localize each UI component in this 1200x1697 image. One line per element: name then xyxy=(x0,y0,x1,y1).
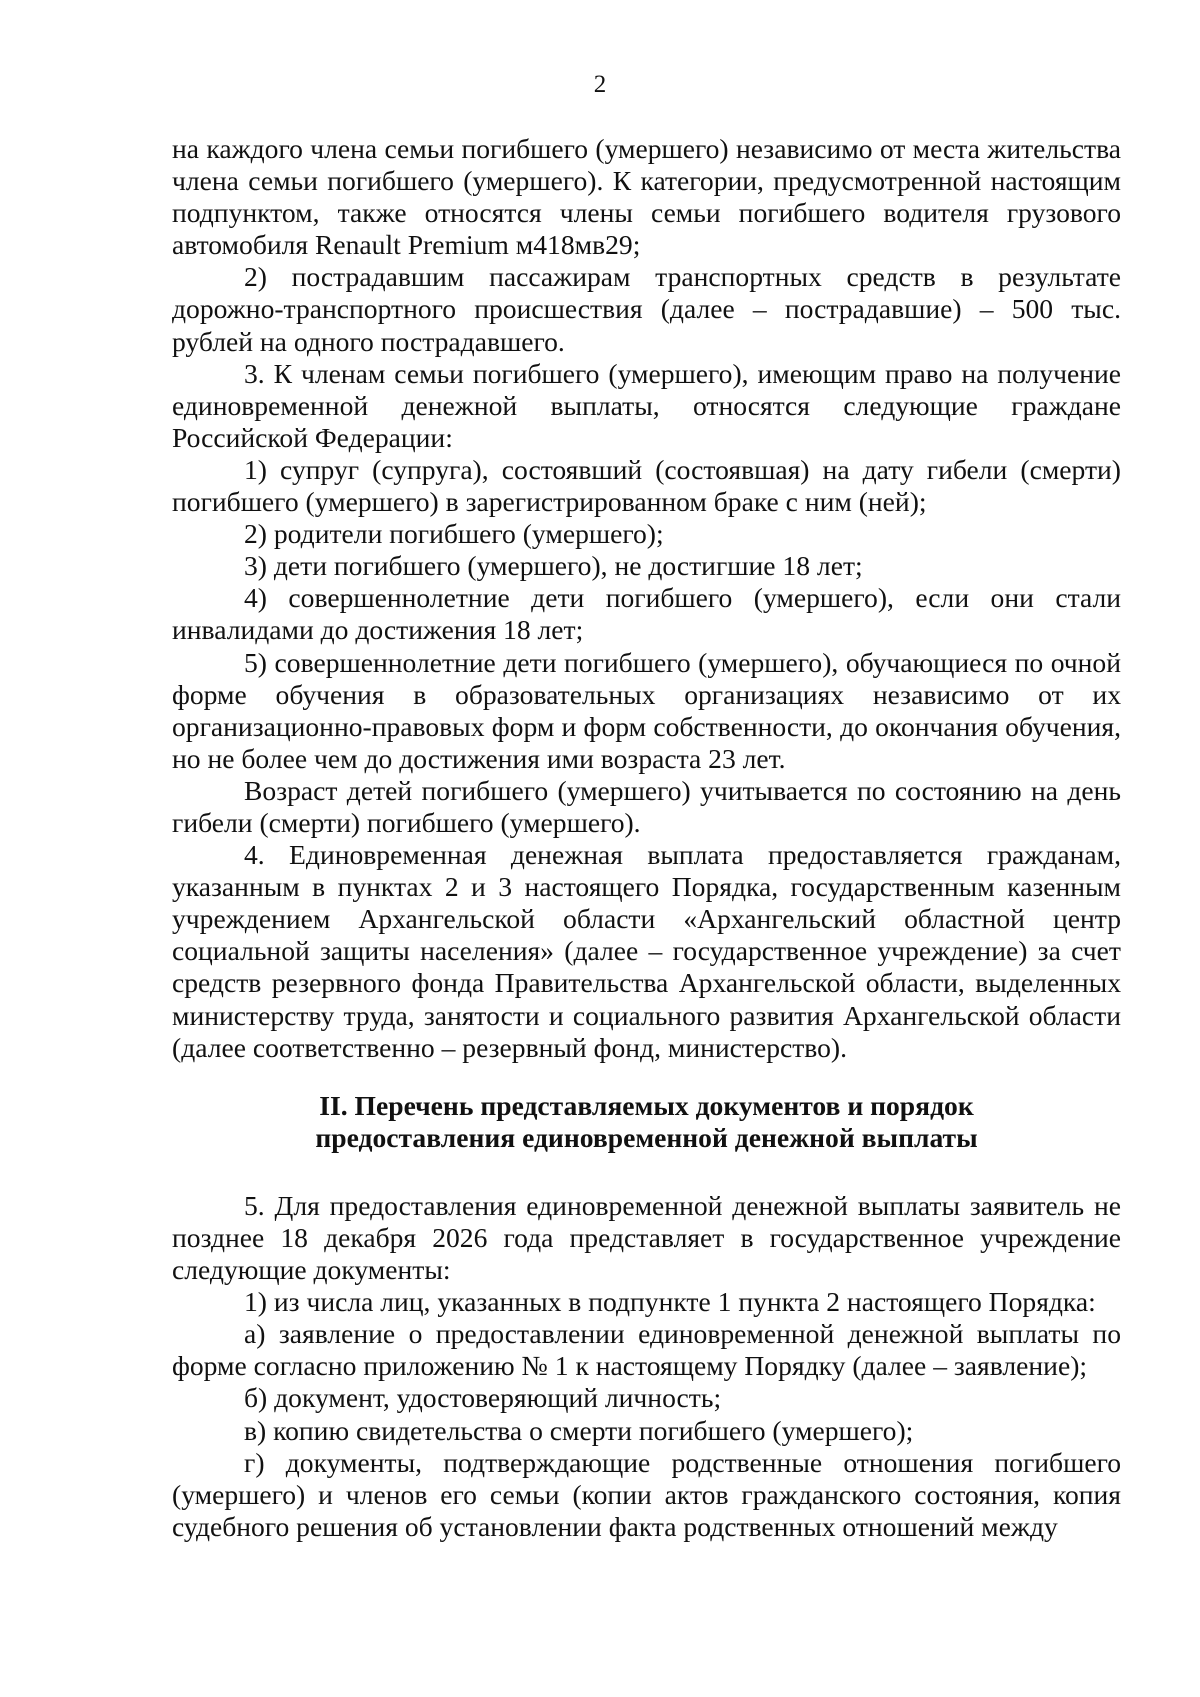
section-heading-line-1: II. Перечень представляемых документов и порядок xyxy=(319,1089,974,1121)
paragraph-subpoint-1: 1) из числа лиц, указанных в подпункте 1 пункта 2 настоящего Порядка: xyxy=(244,1286,1096,1318)
paragraph-item-b: б) документ, удостоверяющий личность; xyxy=(244,1382,722,1414)
paragraph-point-5: 5. Для предоставления единовременной денежной выплаты заявитель не позднее 18 декабря 2026 года представляет в государственное учреждение следующие документы: xyxy=(172,1189,1121,1286)
paragraph-item-v: в) копию свидетельства о смерти погибшего (умершего); xyxy=(244,1414,914,1446)
paragraph-item-a: а) заявление о предоставлении единовременной денежной выплаты по форме согласно приложению № 1 к настоящему Порядку (далее – заявление); xyxy=(172,1318,1121,1382)
paragraph-point-4: 4. Единовременная денежная выплата предоставляется гражданам, указанным в пунктах 2 и 3 настоящего Порядка, государственным казенным учреждением Архангельской области «Архангельский областной центр социальной защиты населения» (далее – государственное учреждение) за счет средств резервного фонда Правительства Архангельской области, выделенных министерству труда, занятости и социального развития Архангельской области (далее соответственно – резервный фонд, министерство). xyxy=(172,839,1121,1063)
spacer xyxy=(172,1064,1121,1090)
paragraph-children: 3) дети погибшего (умершего), не достигшие 18 лет; xyxy=(244,550,863,582)
paragraph-student-children: 5) совершеннолетние дети погибшего (умершего), обучающиеся по очной форме обучения в образовательных организациях независимо от их организационно-правовых форм и форм собственности, до окончания обучения, но не более чем до достижения ими возраста 23 лет. xyxy=(172,646,1121,774)
paragraph-parents: 2) родители погибшего (умершего); xyxy=(244,518,664,550)
paragraph-spouse: 1) супруг (супруга), состоявший (состоявшая) на дату гибели (смерти) погибшего (умершего) в зарегистрированном браке с ним (ней); xyxy=(172,453,1121,518)
paragraph-disabled-children: 4) совершеннолетние дети погибшего (умершего), если они стали инвалидами до достижения 18 лет; xyxy=(172,582,1121,646)
page-number: 2 xyxy=(593,71,607,98)
paragraph-children-age: Возраст детей погибшего (умершего) учитывается по состоянию на день гибели (смерти) погибшего (умершего). xyxy=(172,774,1121,838)
paragraph-item-g: г) документы, подтверждающие родственные отношения погибшего (умершего) и членов его семьи (копии актов гражданского состояния, копия судебного решения об установлении факта родственных отношений между xyxy=(172,1446,1121,1542)
paragraph-item-2-injured: 2) пострадавшим пассажирам транспортных средств в результате дорожно-транспортного происшествия (далее – пострадавшие) – 500 тыс. рублей на одного пострадавшего. xyxy=(172,261,1121,357)
spacer xyxy=(172,1154,1121,1190)
section-heading-line-2: предоставления единовременной денежной выплаты xyxy=(315,1121,978,1153)
document-body xyxy=(172,133,1121,1543)
paragraph-continuation: на каждого члена семьи погибшего (умершего) независимо от места жительства члена семьи погибшего (умершего). К категории, предусмотренной настоящим подпунктом, также относятся члены семьи погибшего водителя грузового автомобиля Renault Premium м418мв29; xyxy=(172,133,1121,261)
paragraph-point-3: 3. К членам семьи погибшего (умершего), имеющим право на получение единовременной денежной выплаты, относятся следующие граждане Российской Федерации: xyxy=(172,357,1121,453)
